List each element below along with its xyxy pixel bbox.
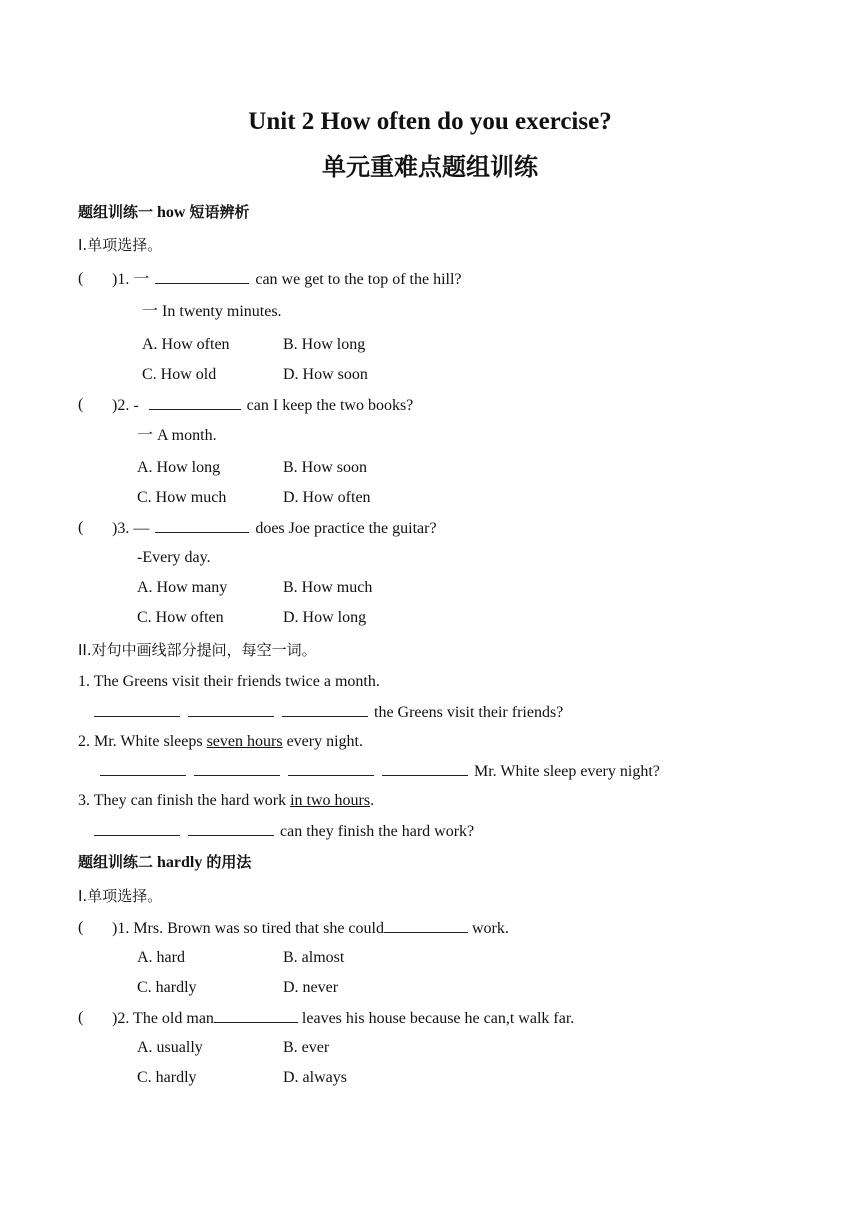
option-b[interactable]: B. ever (283, 1039, 330, 1056)
rewrite-answer-1 (94, 702, 563, 723)
question-paren: ( (78, 919, 84, 936)
rewrite-sentence-end: . (370, 792, 375, 809)
answer-blank[interactable] (188, 702, 274, 717)
question-text: leaves his house because he can,t walk far. (301, 1010, 575, 1027)
part-label-1: I.单项选择。 (78, 236, 163, 254)
answer-blank[interactable] (194, 761, 280, 776)
question-text: can we get to the top of the hill? (255, 271, 462, 288)
page-title: Unit 2 How often do you exercise? (248, 108, 612, 135)
question-2-1 (112, 918, 509, 939)
section-heading-1-cn: 题组训练一 (78, 203, 154, 221)
answer-blank[interactable] (384, 918, 468, 933)
section-heading-1-cn2: 短语辨析 (189, 203, 250, 221)
part-label-3: I.单项选择。 (78, 887, 163, 905)
option-d[interactable]: D. How often (283, 489, 371, 506)
section-heading-2-en: hardly (157, 854, 203, 871)
option-d[interactable]: D. How soon (283, 366, 368, 383)
question-dash: — (133, 520, 150, 537)
option-b[interactable]: B. How long (283, 336, 366, 353)
question-answer: 一 A month. (137, 427, 217, 444)
option-a[interactable]: A. How often (142, 336, 230, 353)
answer-blank[interactable] (282, 702, 368, 717)
question-text: does Joe practice the guitar? (255, 520, 437, 537)
option-a[interactable]: A. usually (137, 1039, 203, 1056)
option-c[interactable]: C. How old (142, 366, 217, 383)
answer-blank[interactable] (155, 269, 249, 284)
option-c[interactable]: C. How often (137, 609, 224, 626)
underlined-phrase: seven hours (206, 733, 283, 750)
answer-blank[interactable] (94, 702, 180, 717)
rewrite-item-3 (78, 791, 374, 811)
rewrite-tail: can they finish the hard work? (280, 823, 475, 840)
question-answer: -Every day. (137, 549, 211, 566)
question-paren: ( (78, 396, 84, 413)
question-dash: 一 (133, 271, 150, 288)
question-dash: - (133, 397, 139, 414)
question-paren: ( (78, 519, 84, 536)
answer-blank[interactable] (100, 761, 186, 776)
question-number: )2. (112, 397, 130, 414)
option-a[interactable]: A. How long (137, 459, 221, 476)
question-text: can I keep the two books? (246, 397, 414, 414)
section-heading-2-cn: 题组训练二 (78, 853, 154, 871)
option-b[interactable]: B. How much (283, 579, 373, 596)
answer-blank[interactable] (382, 761, 468, 776)
option-d[interactable]: D. How long (283, 609, 367, 626)
question-1-2 (112, 395, 413, 416)
question-answer: 一 In twenty minutes. (142, 303, 282, 320)
question-text-before: The old man (133, 1010, 214, 1027)
section-heading-1 (78, 202, 249, 223)
part-label-2: II.对句中画线部分提问，每空一词。 (78, 641, 317, 659)
section-heading-1-en: how (157, 204, 186, 221)
underlined-phrase: in two hours (290, 792, 371, 809)
answer-blank[interactable] (214, 1008, 298, 1023)
page-subtitle: 单元重难点题组训练 (322, 153, 538, 181)
rewrite-sentence-end: every night. (282, 733, 363, 750)
rewrite-item-2 (78, 732, 363, 752)
rewrite-sentence: 2. Mr. White sleeps (78, 733, 207, 750)
option-c[interactable]: C. hardly (137, 1069, 197, 1086)
option-a[interactable]: A. hard (137, 949, 185, 966)
rewrite-tail: Mr. White sleep every night? (474, 763, 660, 780)
question-paren: ( (78, 270, 84, 287)
option-c[interactable]: C. How much (137, 489, 227, 506)
rewrite-item-1 (78, 672, 380, 692)
rewrite-sentence: 1. The Greens visit their friends twice a month. (78, 673, 380, 690)
answer-blank[interactable] (149, 395, 241, 410)
question-number: )1. (112, 920, 130, 937)
question-2-2 (112, 1008, 574, 1029)
question-number: )2. (112, 1010, 130, 1027)
section-heading-2 (78, 852, 251, 873)
option-c[interactable]: C. hardly (137, 979, 197, 996)
answer-blank[interactable] (288, 761, 374, 776)
question-paren: ( (78, 1009, 84, 1026)
question-number: )1. (112, 271, 130, 288)
option-d[interactable]: D. never (283, 979, 339, 996)
option-d[interactable]: D. always (283, 1069, 347, 1086)
answer-blank[interactable] (94, 821, 180, 836)
question-1-3 (112, 518, 437, 539)
option-b[interactable]: B. How soon (283, 459, 368, 476)
rewrite-tail: the Greens visit their friends? (374, 704, 564, 721)
section-heading-2-cn2: 的用法 (206, 853, 252, 871)
option-a[interactable]: A. How many (137, 579, 228, 596)
question-1-1 (112, 269, 462, 290)
answer-blank[interactable] (155, 518, 249, 533)
question-text-before: Mrs. Brown was so tired that she could (133, 920, 384, 937)
option-b[interactable]: B. almost (283, 949, 345, 966)
rewrite-answer-3 (94, 821, 474, 842)
question-number: )3. (112, 520, 130, 537)
rewrite-answer-2 (100, 761, 660, 782)
rewrite-sentence: 3. They can finish the hard work (78, 792, 291, 809)
answer-blank[interactable] (188, 821, 274, 836)
question-text: work. (471, 920, 509, 937)
